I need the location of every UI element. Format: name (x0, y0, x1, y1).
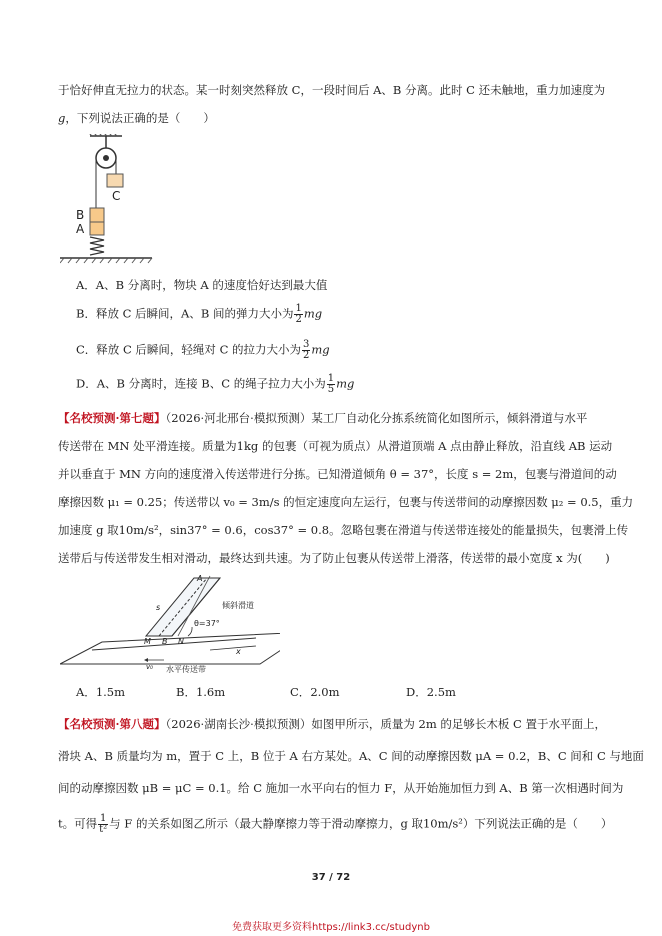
q8-line3: 间的动摩擦因数 μB = μC = 0.1。给 C 施加一水平向右的恒力 F，从开始施加恒力到 A、B 第一次相遇时间为 (58, 781, 624, 795)
q6-option-c-fraction (302, 340, 310, 361)
q7-label-b: B (162, 637, 168, 646)
q8-line4-post: 与 F 的关系如图乙所示（最大静摩擦力等于滑动摩擦力，g 取10m/s²）下列说法正确的是（ ） (109, 816, 613, 831)
q6-option-a: A．A、B 分离时，物块 A 的速度恰好达到最大值 (76, 278, 328, 292)
option-value: 2.5m (426, 685, 456, 699)
q6-option-d-text: D．A、B 分离时，连接 B、C 的绳子拉力大小为 (76, 376, 326, 391)
option-value: 1.5m (95, 685, 126, 699)
q6-option-b-fraction (294, 304, 302, 325)
frac-denominator: 5 (327, 384, 335, 395)
q8-line1 (58, 716, 606, 732)
q7-line2: 传送带在 MN 处平滑连接。质量为1kg 的包裹（可视为质点）从滑道顶端 A 点由静止释放，沿直线 AB 运动 (58, 439, 613, 453)
q6-label-a: A (76, 222, 85, 236)
q7-label-s: s (156, 603, 161, 612)
q8-line2: 滑块 A、B 质量均为 m，置于 C 上，B 位于 A 右方某处。A、C 间的动摩擦因数 μA = 0.2，B、C 间和 C 与地面 (58, 749, 644, 763)
q6-label-b: B (76, 208, 85, 222)
q7-label-a: A (197, 574, 203, 583)
q7-label-v0: v₀ (146, 663, 153, 671)
q6-stem-line2-rest: ，下列说法正确的是（ ） (65, 111, 215, 125)
frac-numerator: 3 (303, 339, 310, 350)
q7-option-b (176, 684, 225, 700)
frac-numerator: 1 (295, 303, 302, 314)
q7-line6: 送带后与传送带发生相对滑动，最终达到共速。为了防止包裹从传送带上滑落，传送带的最小宽度 x 为( ) (58, 551, 610, 565)
q7-label-slide: 倾斜滑道 (222, 601, 254, 610)
page-number: 37 / 72 (311, 872, 351, 883)
q8-tag: 【名校预测·第八题】 (58, 717, 166, 731)
q6-stem-line1: 于恰好伸直无拉力的状态。某一时刻突然释放 C，一段时间后 A、B 分离。此时 C 还未触地，重力加速度为 (58, 83, 606, 97)
q6-option-d (76, 374, 354, 395)
q8-line4 (58, 813, 613, 835)
q6-option-b (76, 304, 322, 325)
q7-option-a (76, 684, 125, 700)
q7-label-theta: θ=37° (194, 619, 220, 628)
q6-option-c-mg: mg (311, 342, 330, 357)
q7-label-belt: 水平传送带 (166, 665, 206, 674)
frac-denominator: 2 (295, 314, 302, 325)
q8-line1-text: （2026·湖南长沙·模拟预测）如图甲所示，质量为 2m 的足够长木板 C 置于水平面上， (165, 717, 606, 731)
q6-g-symbol: g (58, 111, 66, 125)
q8-line4-pre: t。可得 (58, 816, 98, 831)
q6-label-c: C (112, 189, 121, 203)
q6-option-c (76, 340, 330, 361)
q7-option-c (290, 684, 340, 700)
q6-option-d-mg: mg (336, 376, 355, 391)
q7-label-m: M (144, 637, 151, 646)
frac-denominator: 2 (303, 350, 310, 361)
option-value: 2.0m (310, 685, 340, 699)
q7-line3: 并以垂直于 MN 方向的速度滑入传送带进行分拣。已知滑道倾角 θ = 37°，长度 s = 2m，包裹与滑道间的动 (58, 467, 617, 481)
q6-stem-line2 (58, 110, 606, 126)
option-value: 1.6m (195, 685, 226, 699)
option-label: A． (76, 685, 96, 699)
frac-denominator: t² (99, 824, 108, 835)
q7-line4: 摩擦因数 μ₁ = 0.25；传送带以 v₀ = 3m/s 的恒定速度向左运行，包裹与传送带间的动摩擦因数 μ₂ = 0.5，重力 (58, 495, 634, 509)
q6-option-b-text: B．释放 C 后瞬间，A、B 间的弹力大小为 (76, 306, 294, 321)
option-label: B． (176, 685, 196, 699)
frac-numerator: 1 (99, 813, 107, 824)
q7-line1-text: （2026·河北邢台·模拟预测）某工厂自动化分拣系统简化如图所示，倾斜滑道与水平 (165, 411, 588, 425)
q6-pulley-figure (60, 134, 170, 264)
q8-fraction (98, 814, 108, 835)
frac-numerator: 1 (327, 373, 335, 384)
q7-label-n: N (178, 637, 184, 646)
q7-conveyor-figure (60, 572, 280, 674)
option-label: C． (290, 685, 311, 699)
option-label: D． (406, 685, 427, 699)
q6-option-c-text: C．释放 C 后瞬间，轻绳对 C 的拉力大小为 (76, 342, 302, 357)
q7-label-x: x (236, 647, 241, 656)
footer-link[interactable]: 免费获取更多资料https://link3.cc/studynb (232, 922, 430, 933)
q7-line5: 加速度 g 取10m/s²，sin37° = 0.6，cos37° = 0.8。忽略包裹在滑道与传送带连接处的能量损失，包裹滑上传 (58, 523, 629, 537)
q7-tag: 【名校预测·第七题】 (58, 411, 166, 425)
q7-option-d (406, 684, 456, 700)
q6-option-b-mg: mg (303, 306, 323, 321)
q6-option-d-fraction (327, 374, 335, 395)
q7-line1 (58, 410, 606, 426)
